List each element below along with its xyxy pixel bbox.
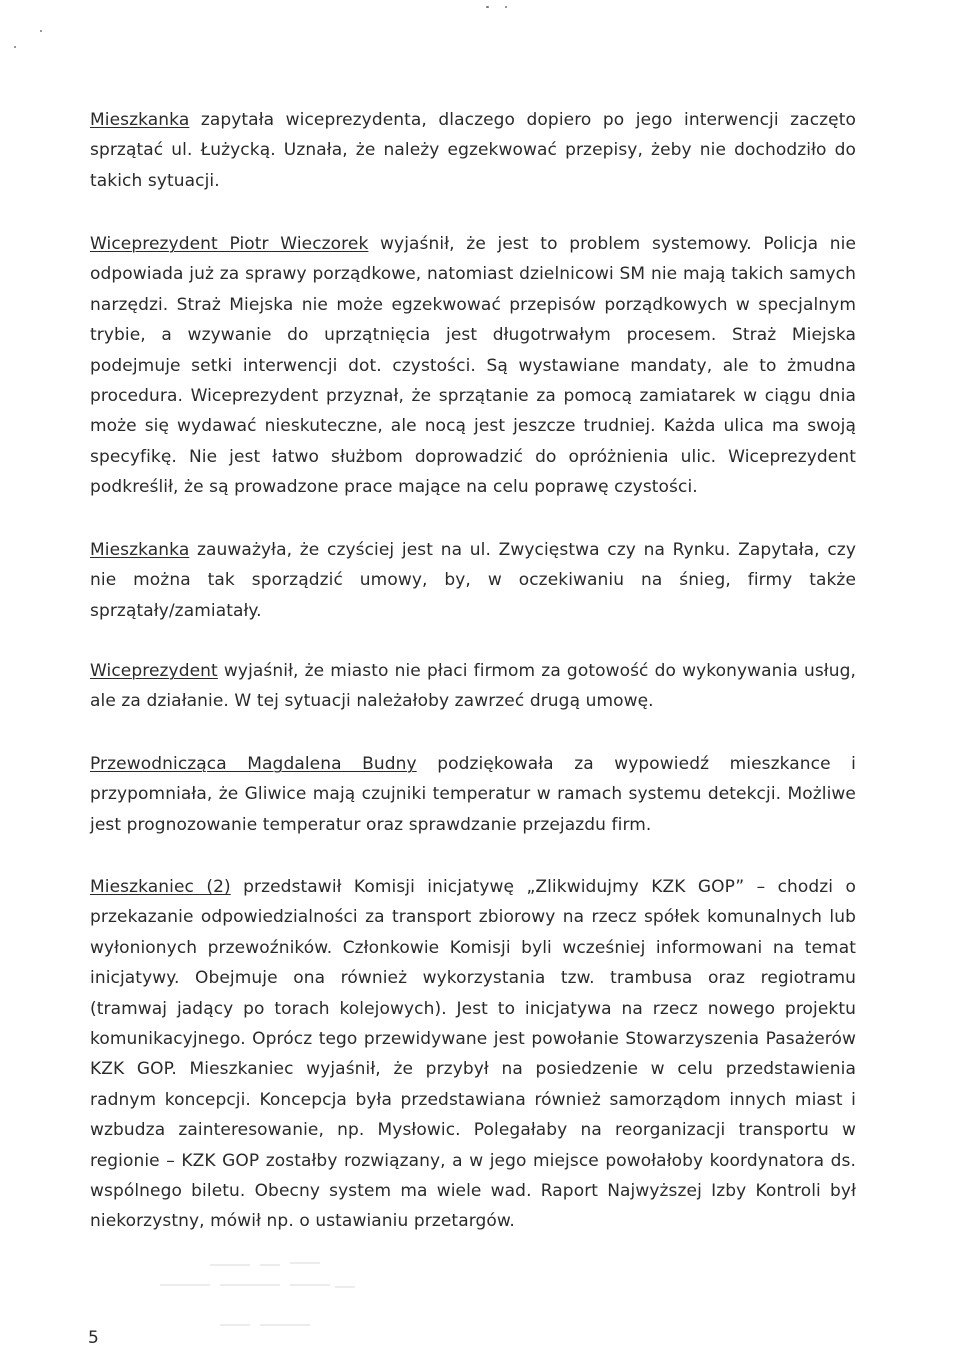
paragraph-2: [90, 229, 856, 503]
paragraph-text: wyjaśnił, że miasto nie płaci firmom za gotowość do wykonywania usług, ale za działanie. W tej sytuacji należałoby zawrzeć drugą umowę.: [90, 661, 856, 712]
paragraph-text: wyjaśnił, że jest to problem systemowy. Policja nie odpowiada już za sprawy porządkowe, natomiast dzielnicowi SM nie mają takich samych narzędzi. Straż Miejska nie może egzekwować przepisów porządkowych w specjalnym trybie, a wzywanie do uprzątnięcia jest długotrwałym procesem. Straż Miejska podejmuje setki interwencji dot. czystości. Są wystawiane mandaty, ale to żmudna procedura. Wiceprezydent przyznał, że sprzątanie za pomocą zamiatarek w ciągu dnia może się wydawać nieskuteczne, ale nocą jest jeszcze trudniej. Każda ulica ma swoją specyfikę. Nie jest łatwo służbom doprowadzić do opróżnienia ulic. Wiceprezydent podkreślił, że są prowadzone prace mające na celu poprawę czystości.: [90, 234, 856, 498]
speaker-name: Mieszkanka: [90, 110, 190, 130]
page-number: 5: [88, 1328, 99, 1348]
scan-speck: [486, 6, 489, 8]
speaker-name: Mieszkaniec (2): [90, 877, 231, 897]
paragraph-5: [90, 749, 856, 840]
paragraph-6: [90, 872, 856, 1237]
scan-speck: [505, 6, 507, 8]
paragraph-4: [90, 656, 856, 717]
paragraph-text: podziękowała za wypowiedź mieszkance i przypomniała, że Gliwice mają czujniki temperatur w ramach systemu detekcji. Możliwe jest prognozowanie temperatur oraz sprawdzanie przejazdu firm.: [90, 754, 856, 835]
paragraph-1: [90, 105, 856, 196]
scan-speck: [40, 30, 42, 32]
faint-stamp-bleedthrough: [150, 1255, 370, 1345]
speaker-name: Wiceprezydent: [90, 661, 218, 681]
paragraph-text: zapytała wiceprezydenta, dlaczego dopiero po jego interwencji zaczęto sprzątać ul. Łużycką. Uznała, że należy egzekwować przepisy, żeby nie dochodziło do takich sytuacji.: [90, 110, 856, 191]
scan-speck: [14, 46, 16, 48]
paragraph-text: przedstawił Komisji inicjatywę „Zlikwidujmy KZK GOP” – chodzi o przekazanie odpowiedzialności za transport zbiorowy na rzecz spółek komunalnych lub wyłonionych przewoźników. Członkowie Komisji byli wcześniej informowani na temat inicjatywy. Obejmuje ona również wykorzystania tzw. trambusa oraz regiotramu (tramwaj jadący po torach kolejowych). Jest to inicjatywa na rzecz nowego projektu komunikacyjnego. Oprócz tego przewidywane jest powołanie Stowarzyszenia Pasażerów KZK GOP. Mieszkaniec wyjaśnił, że przybył na posiedzenie w celu przedstawienia radnym koncepcji. Koncepcja była przedstawiana również samorządom innych miast i wzbudza zainteresowanie, np. Mysłowic. Polegałaby na reorganizacji transportu w regionie – KZK GOP zostałby rozwiązany, a w jego miejsce powołałoby koordynatora ds. wspólnego biletu. Obecny system ma wiele wad. Raport Najwyższej Izby Kontroli był niekorzystny, mówił np. o ustawianiu przetargów.: [90, 877, 856, 1232]
speaker-name: Przewodnicząca Magdalena Budny: [90, 754, 417, 774]
speaker-name: Wiceprezydent Piotr Wieczorek: [90, 234, 369, 254]
paragraph-text: zauważyła, że czyściej jest na ul. Zwycięstwa czy na Rynku. Zapytała, czy nie można tak sporządzić umowy, by, w oczekiwaniu na śnieg, firmy także sprzątały/zamiatały.: [90, 540, 856, 621]
speaker-name: Mieszkanka: [90, 540, 190, 560]
paragraph-3: [90, 535, 856, 626]
